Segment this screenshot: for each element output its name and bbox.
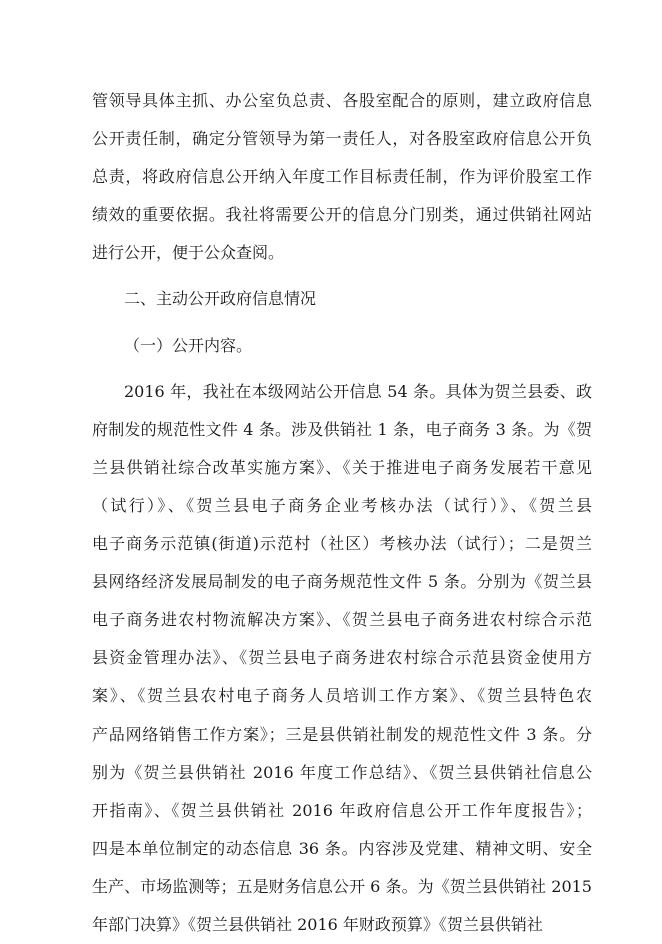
text-line: 进行公开，便于公众查阅。 (92, 243, 285, 263)
text-line: 兰县供销社综合改革实施方案》、《关于推进电子商务发展若干意见 (92, 457, 592, 477)
paragraph-disclosure-content (92, 373, 592, 944)
document-page (92, 82, 592, 944)
text-line: 别为《贺兰县供销社 2016 年度工作总结》、《贺兰县供销社信息公 (92, 762, 592, 782)
text-line: 开指南》、《贺兰县供销社 2016 年政府信息公开工作年度报告》； (92, 800, 592, 820)
paragraph-responsibility (92, 82, 592, 272)
section-heading: 二、主动公开政府信息情况 (124, 289, 317, 309)
spacer (92, 272, 592, 280)
text-line: 绩效的重要依据。我社将需要公开的信息分门别类，通过供销社网站 (92, 205, 592, 225)
text-line: 年部门决算》《贺兰县供销社 2016 年财政预算》《贺兰县供销社 (92, 914, 543, 934)
text-line: （试行）》、《贺兰县电子商务企业考核办法（试行）》、《贺兰县 (92, 495, 592, 515)
text-line: 四是本单位制定的动态信息 36 条。内容涉及党建、精神文明、安全 (92, 838, 592, 858)
text-line: 总责，将政府信息公开纳入年度工作目标责任制，作为评价股室工作 (92, 167, 592, 187)
text-line: 电子商务示范镇(街道)示范村（社区）考核办法（试行）；二是贺兰 (92, 534, 592, 554)
text-line: 2016 年，我社在本级网站公开信息 54 条。具体为贺兰县委、政 (124, 381, 592, 401)
text-line: 县资金管理办法》、《贺兰县电子商务进农村综合示范县资金使用方 (92, 648, 592, 668)
text-line: 电子商务进农村物流解决方案》、《贺兰县电子商务进农村综合示范 (92, 610, 592, 630)
text-line: 县网络经济发展局制发的电子商务规范性文件 5 条。分别为《贺兰县 (92, 572, 592, 592)
spacer (92, 319, 592, 327)
text-line: 生产、市场监测等；五是财务信息公开 6 条。为《贺兰县供销社 2015 (92, 876, 592, 896)
text-line: 管领导具体主抓、办公室负总责、各股室配合的原则，建立政府信息 (92, 91, 592, 110)
text-line: 案》、《贺兰县农村电子商务人员培训工作方案》、《贺兰县特色农 (92, 686, 592, 706)
subsection-heading: （一）公开内容。 (124, 335, 253, 355)
text-line: 产品网络销售工作方案》；三是县供销社制发的规范性文件 3 条。分 (92, 724, 592, 744)
spacer (92, 365, 592, 373)
text-line: 府制发的规范性文件 4 条。涉及供销社 1 条，电子商务 3 条。为《贺 (92, 419, 592, 439)
text-line: 公开责任制，确定分管领导为第一责任人，对各股室政府信息公开负 (92, 129, 592, 149)
